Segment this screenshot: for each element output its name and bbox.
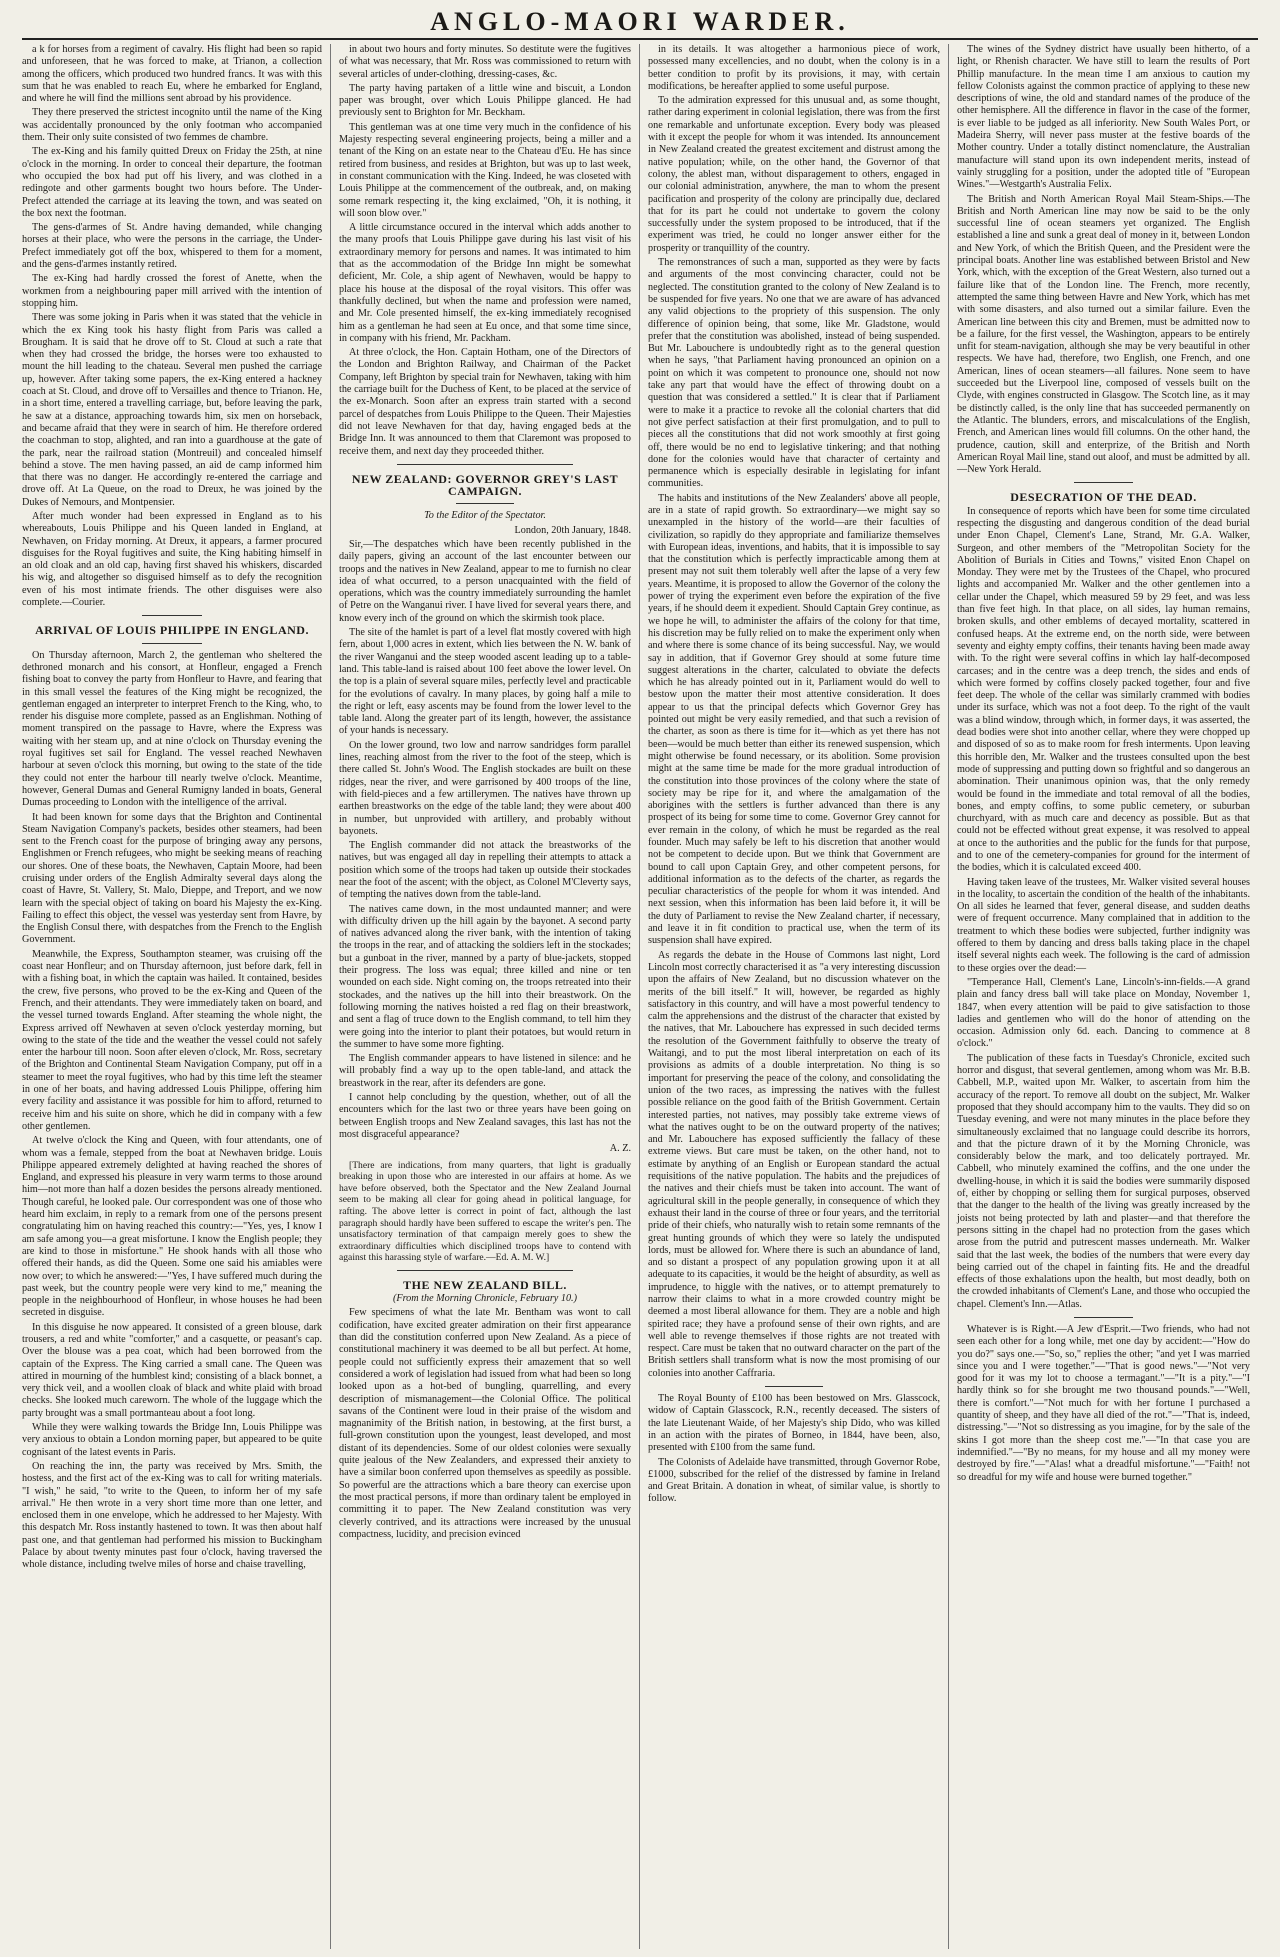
article-paragraph: The Colonists of Adelaide have transmitted, through Governor Robe, £1000, subscribed for the relief of the distressed by famine in Ireland and Great Britain. A donation in wheat, of similar value, is shortly to follow. (648, 1456, 940, 1505)
divider (456, 503, 514, 504)
article-paragraph: in its details. It was altogether a harmonious piece of work, possessed many excellencies, and no doubt, when the colony is in a better condition to profit by its provisions, it may, with certain modifications, be hereafter applied to some useful purpose. (648, 44, 940, 92)
article-paragraph: "Temperance Hall, Clement's Lane, Lincoln's-inn-fields.—A grand plain and fancy dress ball will take place on Monday, November 1, 1847, when every attention will be paid to give satisfaction to those ladies and gentlemen who will do the honor of attending on the occasion. Admission only 6d. each. Dancing to commence at 8 o'clock." (957, 976, 1250, 1050)
article-paragraph: Having taken leave of the trustees, Mr. Walker visited several houses in the locality, to ascertain the condition of the health of the inhabitants. On all sides he learned that fever, general disease, and sudden deaths were of frequent occurrence. Many complained that in addition to the treatment to which these bodies were subjected, further indignity was offered to them by dancing and dress balls taking place in the chapel itself several nights each week. The following is the card of admission to these orgies over the dead:— (957, 876, 1250, 974)
headline-desecration: DESECRATION OF THE DEAD. (1010, 490, 1197, 505)
article-paragraph: The site of the hamlet is part of a level flat mostly covered with high fern, about 1,000 acres in extent, which lies between the N. W. bank of the river Wanganui and the steep wooded ascent leading up to a table-land. This table-land is raised about 100 feet above the lower level. On the top is a plain of several square miles, perfectly level and practicable for the evolutions of cavalry. In many places, by going half a mile to the right or left, easy ascents may be found from the lower level to the table land. Along the greater part of its length, however, the assistance of your hands is necessary. (339, 627, 631, 737)
article-paragraph: There was some joking in Paris when it was stated that the vehicle in which the ex King took his hasty flight from Paris was called a Brougham. It is said that he drove off to St. Cloud at such a rate that when they had crossed the bridge, the horses were too exhausted to mount the hill leading to the chateau. Several men pushed the carriage up, however. After taking some papers, the ex-King entered a hackney coach at St. Cloud, and drove off to Versailles and thence to Trianon. He, in a short time, entered a travelling carriage, but, before leaving the park, he saw at a distance, approaching towards him, six men on horseback, and became afraid that they were in search of him. He therefore ordered the coachman to stop, alighted, and ran into a guardhouse at the gate of the park, near the railroad station (Montreuil) and concealed himself behind a stove. The men having passed, an aid de camp informed him that there was no danger. He accordingly re-entered the carriage and drove off. At La Queue, on the road to Dreux, he was joined by the Dukes of Nemours, and Montpensier. (22, 312, 322, 508)
divider (397, 1270, 572, 1271)
column-4 (949, 44, 1258, 1949)
article-paragraph: The gens-d'armes of St. Andre having demanded, while changing horses at their place, who were the persons in the carriage, the Under-Prefect immediately got off the box, whispered to them for a moment, and the gens-d'armes instantly retired. (22, 222, 322, 271)
article-paragraph: As regards the debate in the House of Commons last night, Lord Lincoln most correctly characterised it as "a very interesting discussion upon the affairs of New Zealand, but no discussion whatever on the merits of the bill itself." It will, however, be regarded as highly satisfactory in this country, and will have a most powerful tendency to calm the apprehensions and the distrust of the character that existed by the natives, that Mr. Labouchere has expressed in such decided terms the resolution of the Government faithfully to observe the treaty of Waitangi, and to put the most liberal interpretation on each of its provisions as admits of a double interpretation. No thing is so important for preserving the peace of the colony, and consolidating the union of the two races, as impressing the natives with the fullest possible reliance on the good faith of the British Government. Certain interested parties, not natives, may possibly take extreme views of what the natives ought to be on the outward property of the natives; and Mr. Labouchere has exposed sufficiently the fallacy of these extreme views. But care must be taken, on the other hand, not to estimate by anything of an English or European standard the actual requisitions of the native population. The habits and the prejudices of the natives and their chiefs must be taken into account. The want of agricultural skill in the people generally, in consequence of which they exhaust their land in the course of three or four years, and the territorial pride of their chiefs, who naturally wish to retain some remnants of the great hunting grounds of which they were so lately the undisputed lords, must be allowed for. Where there is such an abundance of land, and so distant a prospect of any population growing upon it at all adequate to its capacities, it would be the height of absurdity, as well as imprudence, to higgle with the natives, or to attempt prematurely to narrow their claims to what in a more crowded country might be deemed a most liberal allowance for them. They are a noble and high spirited race; they have a profound sense of their own rights, and are well able to revenge themselves if those rights are not treated with respect. Care must be taken that no outward character on the part of the British settlers shall transform what is now the most promising of our colonies into another Caffraria. (648, 949, 940, 1379)
article-paragraph: The Royal Bounty of £100 has been bestowed on Mrs. Glasscock, widow of Captain Glasscock, R.N., recently deceased. The sisters of the late Lieutenant Waide, of her Majesty's ship Dido, who was killed in an action with the pirates of Borneo, in 1844, have been, also, presented with £100 from the same fund. (648, 1393, 940, 1454)
editor-note: [There are indications, from many quarters, that light is gradually breaking in upon those who are interested in our affairs at home. As we have before observed, both the Spectator and the New Zealand Journal seem to be making all clear for going ahead in political language, for rafting. The above letter is correct in point of fact, although the last paragraph should hardly have been suffered to escape the writer's pen. The unsatisfactory termination of that campaign merely goes to shew the extraordinary difficulties which disciplined troops have to contend with against this harassing style of warfare.—Ed. A. M. W.] (339, 1159, 631, 1264)
masthead (22, 8, 1258, 40)
column-3 (640, 44, 949, 1949)
divider (765, 1386, 823, 1387)
article-paragraph: The English commander did not attack the breastworks of the natives, but was engaged all day in repelling their attempts to attack a position which some of the troops had taken up outside their stockades near the foot of the ascent; with the object, as Colonel M'Cleverty says, of tempting the natives down from the table-land. (339, 840, 631, 901)
article-paragraph: After much wonder had been expressed in England as to his whereabouts, Louis Philippe and his Queen landed in England, at Newhaven, on Friday morning. At Dreux, it appears, a farmer procured disguises for the Royal fugitives and suite, the King habiting himself in an old cloak and an old cap, having first shaved his whiskers, discarded his wig, and altogether so disguised himself as to defy the recognition even of his most intimate friends. The other disguises were also complete.—Courier. (22, 510, 322, 609)
article-paragraph: This gentleman was at one time very much in the confidence of his Majesty respecting several engineering projects, being a miller and a tenant of the King on an estate near to the Chateau d'Eu. He has since retired from business, and resides at Brighton, but was up to last week, in constant communication with the King. Indeed, he was closeted with Louis Philippe at the commencement of the outbreak, and, on making some remark respecting it, the king exclaimed, "Oh, it is nothing, it will soon blow over." (339, 121, 631, 219)
divider (1074, 1317, 1133, 1318)
article-paragraph: At twelve o'clock the King and Queen, with four attendants, one of whom was a female, stepped from the boat at Newhaven bridge. Louis Philippe appeared extremely delighted at having reached the shores of England, and expressed his pleasure in very warm terms to those around him—not more than half a dozen besides the persons already mentioned. Though careful, he looked pale. Our correspondent was one of those who heard him exclaim, in reply to a remark from one of the persons present congratulating him on having reached this country:—"Yes, yes, I know I am safe among you—a great misfortune. I know the English people; they are kind to those in misfortune." He shook hands with all those who offered their hands, as did the Queen. Some one said his amiables were now over; to which he answered:—"Yes, I have suffered much during the past week, but the country people were very kind to me," meaning the people in the neighbourhood of Honfleur, in whose houses he had been secreted in disguise. (22, 1135, 322, 1319)
divider (397, 464, 572, 465)
article-paragraph: a k for horses from a regiment of cavalry. His flight had been so rapid and unforeseen, that he was forced to make, at Trianon, a collection among the officers, which produced two hundred francs. It was with this sum that he was enabled to reach Eu, where he embarked for England, and where he will find the millions sent abroad by his providence. (22, 44, 322, 105)
masthead-title: ANGLO-MAORI WARDER. (430, 7, 850, 36)
article-paragraph: At three o'clock, the Hon. Captain Hotham, one of the Directors of the London and Brighton Railway, and Chairman of the Packet Company, left Brighton by special train for Newhaven, taking with him the carriage built for the Duchess of Kent, to be placed at the service of the ex-Monarch. Soon after an express train started with a second parcel of despatches from Louis Philippe to the Queen. Their Majesties did not leave Newhaven for that day, having engaged beds at the Bridge Inn. It was announced to them that Claremont was proposed to receive them, and next day they proceeded thither. (339, 347, 631, 457)
article-paragraph: To the admiration expressed for this unusual and, as some thought, rather daring experiment in colonial legislation, there was from the first one remarkable and unfortunate exception. Every body was pleased with it except the people for whom it was intended. Its announcement in New Zealand created the greatest excitement and distrust among the native population; while, on the other hand, the Governor of that colony, the ablest man, without disparagement to others, engaged in our colonial administration, anywhere, the man to whom the present pacification and prosperity of the colony are principally due, declared that for its part he could not undertake to govern the colony successfully under the system proposed to be introduced, that if the experiment was tried, he could no longer answer either for the prosperity or tranquillity of the country. (648, 95, 940, 254)
headline-nz-bill: THE NEW ZEALAND BILL. (403, 1277, 567, 1292)
article-paragraph: The British and North American Royal Mail Steam-Ships.—The British and North American line may now be said to be the only successful line of ocean steamers yet organized. The English established a line and sunk a great deal of money in it, between London and New York, of which the British Queen, and the President were the principal boats. Another line was established between Bristol and New York, which, with the exception of the Great Western, also turned out a failure like that of the London line. The French, more recently, attempted the same thing between Havre and New York, which has met with some disasters, and also turned out a similar failure. Even the American line between this city and Bremen, must be admitted now to be a failure, for the first vessel, the Washington, appears to be entirely unfit for steam-navigation, although she may be very beautiful in other respects. We have had, therefore, two English, one French, and one American, lines of ocean steamers—all failures. None seem to have succeeded but the Liverpool line, composed of vessels built on the Clyde, with engines constructed in Glasgow. The Scotch line, as it may be distinctly called, is the only line that has succeeded permanently on the Atlantic. The blunders, errors, and miscalculations of the English, French, and American lines would fill columns. On the other hand, the prudence, caution, skill and enterprize, of the British and North American Royal Mail line, stand out aloof, and must be admitted by all.—New York Herald. (957, 193, 1250, 476)
article-paragraph: The party having partaken of a little wine and biscuit, a London paper was brought, over which Louis Philippe glanced. He had previously sent to Brighton for Mr. Beckham. (339, 82, 631, 119)
article-paragraph: The English commander appears to have listened in silence: and he will probably find a way up to the open table-land, and attack the breastwork in the rear, after its defenders are gone. (339, 1053, 631, 1089)
headline-arrival: ARRIVAL OF LOUIS PHILIPPE IN ENGLAND. (35, 623, 309, 638)
article-paragraph: The wines of the Sydney district have usually been hitherto, of a light, or Rhenish character. We have still to learn the results of Port Phillip manufacture. In the mean time I am anxious to caution my fellow Colonists against the common practice of applying to these new descriptions of wine, the old and standard names of the produce of the other hemisphere. All the difference in flavor in the case of the former, is ever liable to be judged as all inferiority. New South Wales Port, or Madeira Sherry, will never pass muster at the festive boards of the Mother country. Under a totally distinct nomenclature, the Australian manufacture will stand upon its own independent merits, instead of vainly struggling for a position, under the adopted title of "European Wines."—Westgarth's Australia Felix. (957, 44, 1250, 191)
article-paragraph: The publication of these facts in Tuesday's Chronicle, excited such horror and disgust, that several gentlemen, among whom was Mr. B.B. Cabbell, M.P., waited upon Mr. Walker, to ascertain from him the accuracy of the report. To remove all doubt on the subject, Mr. Walker proposed that they should accompany him to the vaults. They did so on Tuesday evening, and were not many minutes in the place before they simultaneously exclaimed that no language could describe its horrors, and that the picture drawn of it by the Morning Chronicle, was considerably below the mark, and too delicately portrayed. Mr. Cabbell, who minutely examined the coffins, and the one under the dwelling-house, in which it is said the bodies were summarily disposed of, either by chopping or selling them for surgical purposes, observed that the danger to the health of the living was greatly increased by the joists not being protected by lath and plaster—and that therefore the persons sitting in the chapel had no protection from the gases which arose from the putrid and putrescent masses underneath. Mr. Walker said that the last week, the bodies of the numbers that were every day being carried out of the chapel in fainting fits. He and the dreadful effects of those exhalations upon the health, but most deadly, both on the crowded inhabitants of Clement's Lane, and those who occupied the chapel. Clement's Inn.—Atlas. (957, 1052, 1250, 1310)
article-paragraph: The ex-King had hardly crossed the forest of Anette, when the workmen from a neighbouring paper mill arrived with the intention of stopping him. (22, 273, 322, 309)
article-paragraph: The ex-King and his family quitted Dreux on Friday the 25th, at nine o'clock in the morning. In order to conceal their departure, the footman who occupied the box had put off his livery, and was clothed in a redingote and other garments bought two hours before. The Under-Prefect attended the carriage at its leaving the town, and was seated on the box next the footman. (22, 146, 322, 219)
signature: A. Z. (609, 1143, 631, 1155)
subhead: To the Editor of the Spectator. (424, 510, 546, 522)
article-paragraph: The natives came down, in the most undaunted manner; and were with difficulty driven up the hill again by the bayonet. A second party of natives advanced along the river bank, with the intention of taking the troops in the rear, and of attacking the soldiers left in the stockades; but a gunboat in the river, manned by a party of blue-jackets, stopped their progress. The loss was equal; three killed and nine or ten wounded on each side. Night coming on, the troops retreated into their stockades, and the natives up the hill into their breastwork. On the following morning the natives hoisted a red flag on their breastwork, and sent a flag of truce down to the English command, to tell him they were going into the interior to plant their potatoes, but would return in the summer to have some more fighting. (339, 903, 631, 1050)
subhead: (From the Morning Chronicle, February 10.) (392, 1293, 577, 1305)
divider (142, 643, 202, 644)
divider (142, 615, 202, 616)
dateline: London, 20th January, 1848. (514, 524, 631, 536)
divider (1074, 482, 1133, 483)
article-paragraph: A little circumstance occured in the interval which adds another to the many proofs that Louis Philippe gave during his last visit of his extraordinary memory for persons and names. It was intimated to him that as the accommodation of the Bridge Inn might be somewhat deficient, Mr. Cole, a ship agent of Newhaven, would be happy to place his house at the disposal of the royal visitors. This offer was thankfully declined, but when the name and profession were named, and Mr. Cole presented himself, the ex-king immediately recognised him as a gentleman he had seen at Eu once, and that some time since, in company with his friend, Mr. Packham. (339, 222, 631, 344)
article-paragraph: It had been known for some days that the Brighton and Continental Steam Navigation Company's packets, besides other steamers, had been sent to the French coast for the purpose of bringing away any persons, Englishmen or French refugees, who might be seeking means of reaching our shores. One of these boats, the Newhaven, Captain Moore, had been cruising under orders of the English Admiralty several days along the coast of Havre, St. Vallery, St. Malo, Dieppe, and Treport, and we now learn with the special object of taking on board his Majesty the ex-King. Failing to effect this object, the vessel was yesterday sent from Havre, by the English Consul there, with despatches from the French to the English Government. (22, 811, 322, 946)
column-1 (22, 44, 331, 1949)
article-paragraph: On the lower ground, two low and narrow sandridges form parallel lines, reaching almost from the river to the foot of the steep, which is there called St. John's Wood. The English stockades are built on these ridges, near the river, and were garrisoned by 400 troops of the line, with field-pieces and a few artillerymen. The natives have thrown up earthen breastworks on the edge of the table land; they were about 400 in number, but unprovided with artillery, and probably without bayonets. (339, 739, 631, 837)
column-2 (331, 44, 640, 1949)
article-paragraph: Few specimens of what the late Mr. Bentham was wont to call codification, have excited greater admiration on their first appearance than did the constitution conferred upon New Zealand. As a piece of constitutional machinery it was deemed to be all but perfect. At home, people could not sufficiently express their amazement that so well considered a work of legislation had issued from what had been so long looked upon as a hot-bed of bungling, quarrelling, and every description of mismanagement—the Colonial Office. The political savans of the Continent were loud in their praise of the wisdom and magnanimity of the British nation, in bestowing, at the first burst, a full-grown constitution upon the youngest, least developed, and most distant of its dependencies. Some of our oldest colonies were sexually quite jealous of the New Zealanders, and expressed their anxiety to have a similar boon conferred upon themselves as speedily as possible. So powerful are the attractions which a bare theory can exercise upon the most practical persons, if more than ordinary talent be employed in committing it to paper. The New Zealand constitution was very cleverly contrived, and its attractions were increased by the unusual compactness, lucidity, and precision evinced (339, 1307, 631, 1540)
article-paragraph: I cannot help concluding by the question, whether, out of all the encounters which for the last two or three years have been going on between English troops and New Zealand savages, this last has not the most disgraceful appearance? (339, 1092, 631, 1140)
article-paragraph: Sir,—The despatches which have been recently published in the daily papers, giving an account of the last encounter between our troops and the natives in New Zealand, appear to me to furnish no clear idea of what occurred, to a person unacquainted with the field of operations, which was the country immediately surrounding the hamlet of Petre on the Wanganui river. I have lived for several years there, and know every inch of the ground on which the skirmish took place. (339, 538, 631, 624)
article-paragraph: The remonstrances of such a man, supported as they were by facts and arguments of the most convincing character, could not be neglected. The constitution granted to the colony of New Zealand is to be suspended for five years. No one that we are aware of has advanced any valid objections to the propriety of this suspension. The only difference of opinion being, that some, like Mr. Gladstone, would prefer that the constitution was abolished, instead of being suspended. But Mr. Labouchere is undoubtedly right as to the general question when he says, "that Parliament having pronounced an opinion on a point on which it was competent to pronounce one, should not now take any part that would have the effect of throwing doubt on a question that was considered a settled." It is clear that if Parliament were to make it a practice to revoke all the colonial charters that did not give perfect satisfaction at their first promulgation, and to pull to pieces all the constitutions that did not work smoothly at first going off, there would be no end to legislative tinkering; and that nothing done for the colonies would have that character of certainty and permanence which is especially desirable in legislating for infant communities. (648, 257, 940, 490)
article-paragraph: While they were walking towards the Bridge Inn, Louis Philippe was very anxious to obtain a London morning paper, but appeared to be quite cognisant of the latest events in Paris. (22, 1422, 322, 1458)
article-paragraph: in about two hours and forty minutes. So destitute were the fugitives of what was necessary, that Mr. Ross was commissioned to return with several articles of under-clothing, dressing-cases, &c. (339, 44, 631, 80)
columns (22, 44, 1258, 1949)
article-paragraph: They there preserved the strictest incognito until the name of the King was accidentally pronounced by the only footman who accompanied them. Their only suite consisted of two femmes de chambre. (22, 107, 322, 144)
headline-nz-campaign: NEW ZEALAND: GOVERNOR GREY'S LAST CAMPAIGN. (351, 471, 619, 499)
article-paragraph: Meanwhile, the Express, Southampton steamer, was cruising off the coast near Honfleur; and on Thursday afternoon, just before dark, fell in with a fishing boat, in which the captain was hailed. It contained, besides the crew, five persons, who proved to be the ex-King and Queen of the French, and their attendants. They were immediately taken on board, and the vessel turned towards England. After steaming the whole night, the Express arrived off Newhaven at seven o'clock yesterday morning, but owing to the state of the tide and the weather the vessel could not safely enter the harbour till noon. Soon after eleven o'clock, Mr. Ross, secretary of the Brighton and Continental Steam Navigation Company, put off in a steamer to meet the royal fugitives, who had by this time left the steamer in one of her boats, and having addressed Louis Philippe, offering him every facility and assistance it was possible for him to afford, returned to receive him and his suite on shore, which he did in company with a few other gentlemen. (22, 948, 322, 1132)
article-paragraph: The habits and institutions of the New Zealanders' above all people, are in a state of rapid growth. So extraordinary—we might say so unexampled in the history of the world—are their faculties of civilization, so rapidly do they appropriate and familiarize themselves with European ideas, inventions, and habits, that it is impossible to say that the constitution which is perfectly impracticable among them at present may not suit them tolerably well after the lapse of a very few years. Meantime, it is proposed to allow the Governor of the colony the power of trying the experiment even before the expiration of the five years, if he should deem it expedient. Should Captain Grey continue, as we hope he will, to administer the affairs of the colony for that time, his discretion may be fully relied on to make the experiment only when and where there is some chance of its being successful. Nay, we would say in addition, that if Governor Grey should at some future time suggest alterations in the charter, calculated to obviate the defects which he has already pointed out in it, Parliament would do well to bestow upon the matter their most attentive consideration. It does appear to us that the principal defects which Governor Grey has pointed out might be very easily remedied, and that such a revision of the charter, as soon as there is time for it—which as yet there has not been—would be much better than either its renewed suspension, which might otherwise be found necessary, or its abolition. Some provision might at the same time be made for the more gradual introduction of the constitution into those provinces of the colony where the state of society may be ripe for it, and where the amalgamation of the aborigines with the settlers is further advanced than there is any prospect of its being for some time to come. Governor Grey cannot for ever remain in the colony, of which he must be regarded as the real founder. Much may safely be left to his discretion that another would not be competent to decide upon. But we think that Government are bound to call upon Captain Grey, and other competent persons, for additional information as to the defects of the charter, as regards the peculiar characteristics of the people for whom it was intended. And next session, when this information has been laid before it, it will be the duty of Parliament to revise the New Zealand charter, if necessary, and leave it in fit condition to practical use, when the term of its suspension shall have expired. (648, 492, 940, 947)
article-paragraph: On reaching the inn, the party was received by Mrs. Smith, the hostess, and the first act of the ex-King was to call for writing materials. "I wish," he said, "to write to the Queen, to inform her of my safe arrival." He then wrote in a very short time more than one letter, and enclosed them in one envelope, which he addressed to her Majesty. With this despatch Mr. Ross instantly hastened to town. It was then about half past one, and that gentleman had performed his mission to Buckingham Palace by about twenty minutes past four o'clock, having traversed the whole distance, including twelve miles of horse and chaise travelling, (22, 1460, 322, 1571)
article-paragraph: In this disguise he now appeared. It consisted of a green blouse, dark trousers, a red and white "comforter," and a casquette, or peasant's cap. Over the blouse was a pea coat, which had been borrowed from the captain of the Express. The King carried a small cane. The Queen was attired in mourning of the humblest kind; consisting of a black bonnet, a very thick veil, and a woollen cloak of black and white plaid with broad checks. She looked much careworn. The whole of the luggage which the party brought was a small portmanteau about a foot long. (22, 1321, 322, 1419)
article-paragraph: Whatever is is Right.—A Jew d'Esprit.—Two friends, who had not seen each other for a long while, met one day by accident:—"How do you do?" says one.—"So, so," replies the other; "and yet I was married since you and I were together."—"That is good news."—"Not very good for it was my lot to choose a termagant."—"It is a pity."—"I hardly think so for she brought me two thousand pounds."—"Well, there is comfort."—"Not much for with her fortune I purchased a quantity of sheep, and they have all died of the rot."—"That is, indeed, distressing."—"Not so distressing as you imagine, for by the sale of the skins I got more than the sheep cost me."—"In that case you are indemnified."—"By no means, for my house and all my money were destroyed by fire."—"Alas! what a dreadful misfortune."—"Faith! not so dreadful for my wife and house were burned together." (957, 1323, 1250, 1483)
article-paragraph: In consequence of reports which have been for some time circulated respecting the disgusting and dangerous condition of the dead burial under Enon Chapel, Clement's Lane, Strand, Mr. G.A. Walker, Surgeon, and other members of the "Metropolitan Society for the Abolition of Burials in Cities and Towns," visited Enon Chapel on Monday. They were met by the Trustees of the Chapel, who procured lights and accompanied Mr. Walker and the other gentlemen into a cellar under the Chapel, which measured 59 by 29 feet, and was less than five feet high. In that place, on all sides, lay human remains, broken skulls, and other emblems of decayed mortality, scattered in confused heaps. At the extreme end, on the north side, were between seventy and eighty empty coffins, their tenants having been made away with. To the right were several coffins in which lay half-decomposed carcases; and in the centre was a deep trench, the sides and ends of which were formed by coffins closely packed together, four and five feet deep. The whole of the cellar was similarly crammed with bodies under its surface, which was not a foot deep. To the right of the vault was a blind window, through which, in former days, it was asserted, the dead bodies were shot into another cellar, where they were chopped up and disposed of so as to make room for fresh interments. Upon leaving this horrible den, Mr. Walker and the trustees consulted upon the best mode of suppressing and putting down so frightful and so dangerous an abomination. Their unanimous opinion was, that the only remedy would be found in the immediate and total removal of all the bodies, bones, and empty coffins, to some public cemetery, or suburban churchyard, with as much care and decency as possible. But as that could not be effected without great expense, it was resolved to appeal at once to the authorities and the public for the funds for that purpose, and to one of the cemetery-companies for ground for the interment of the bodies, which it is calculated exceed 400. (957, 505, 1250, 874)
article-paragraph: On Thursday afternoon, March 2, the gentleman who sheltered the dethroned monarch and his consort, at Honfleur, engaged a French fishing boat to convey the party from Honfleur to Havre, and fearing that in this small vessel the features of the King might be recognized, the gentleman engaged an interpreter to interpret French to the King, who, to render his disguise more complete, passed as an Englishman. Nothing of moment transpired on the passage to Havre, where the Express was waiting with her steam up, and at nine o'clock on Thursday evening the royal fugitives set sail for England. The vessel reached Newhaven harbour at seven o'clock this morning, but owing to the state of the tide they could not enter the harbour till nearly twelve o'clock. Meantime, however, General Dumas and General Rumigny landed in boats, General Dumas proceeding to London with the intelligence of the arrival. (22, 649, 322, 809)
